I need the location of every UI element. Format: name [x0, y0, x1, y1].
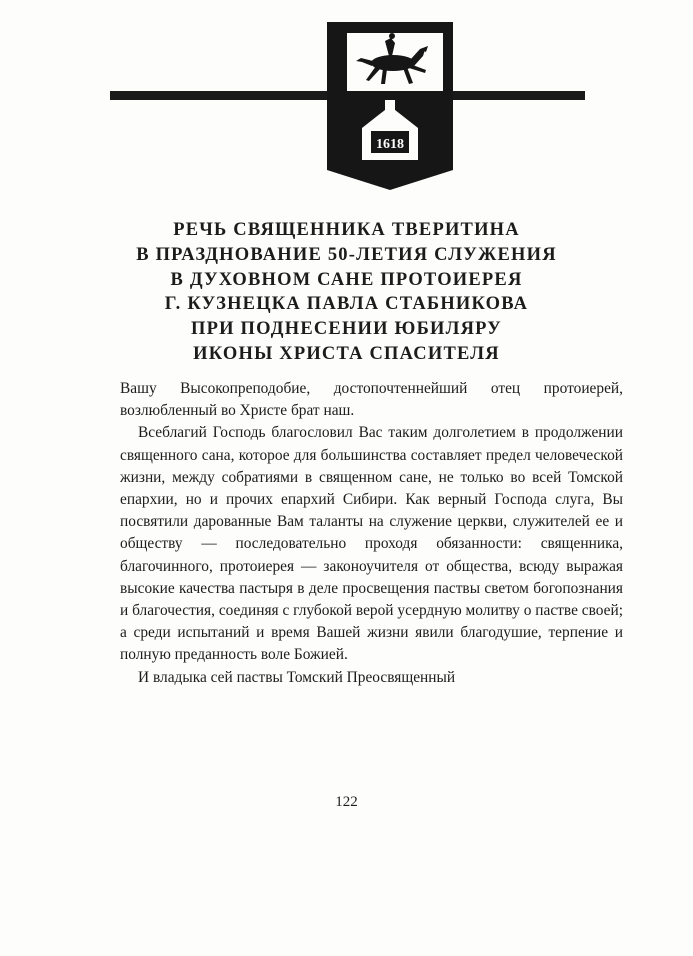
title-line: Г. КУЗНЕЦКА ПАВЛА СТАБНИКОВА	[164, 294, 529, 315]
title-line: В ПРАЗДНОВАНИЕ 50-ЛЕТИЯ СЛУЖЕНИЯ	[136, 244, 557, 265]
title-line: ИКОНЫ ХРИСТА СПАСИТЕЛЯ	[193, 343, 500, 364]
page-number: 122	[335, 794, 358, 810]
paragraph-continuation: И владыка сей паствы Томский Преосвященный	[138, 668, 456, 686]
paragraph-greeting: Вашу Высокопреподобие, достопочтеннейший отец протоиерей, возлюбленный во Христе брат наш.	[120, 380, 623, 420]
document-title	[60, 218, 633, 367]
title-line: В ДУХОВНОМ САНЕ ПРОТОИЕРЕЯ	[170, 269, 523, 290]
title-line: РЕЧЬ СВЯЩЕННИКА ТВЕРИТИНА	[173, 220, 520, 240]
body-text	[120, 378, 623, 689]
emblem-date: 1618	[376, 137, 404, 152]
title-line: ПРИ ПОДНЕСЕНИИ ЮБИЛЯРУ	[191, 319, 502, 340]
paragraph-main: Всеблагий Господь благословил Вас таким долголетием в продолжении священного сана, которое для большинства составляет предел человеческой жизни, между собратиями в священном сане, не только во всей Томской епархии, но и прочих епархий Сибири. Как верный Господа слуга, Вы посвятили дарованные Вам таланты на служение церкви, служителей ее и обществу — последовательно проходя обязанности: священника, благочинного, протоиерея — законоучителя от общества, всюду выражая высокие качества пастыря в деле просвещения паствы светом богопознания и благочестия, соединяя с глубокой верой усердную молитву о пастве своей; а среди испытаний и время Вашей жизни явили благодушие, терпение и полную преданность воле Божией.	[120, 424, 623, 664]
emblem	[0, 0, 693, 200]
